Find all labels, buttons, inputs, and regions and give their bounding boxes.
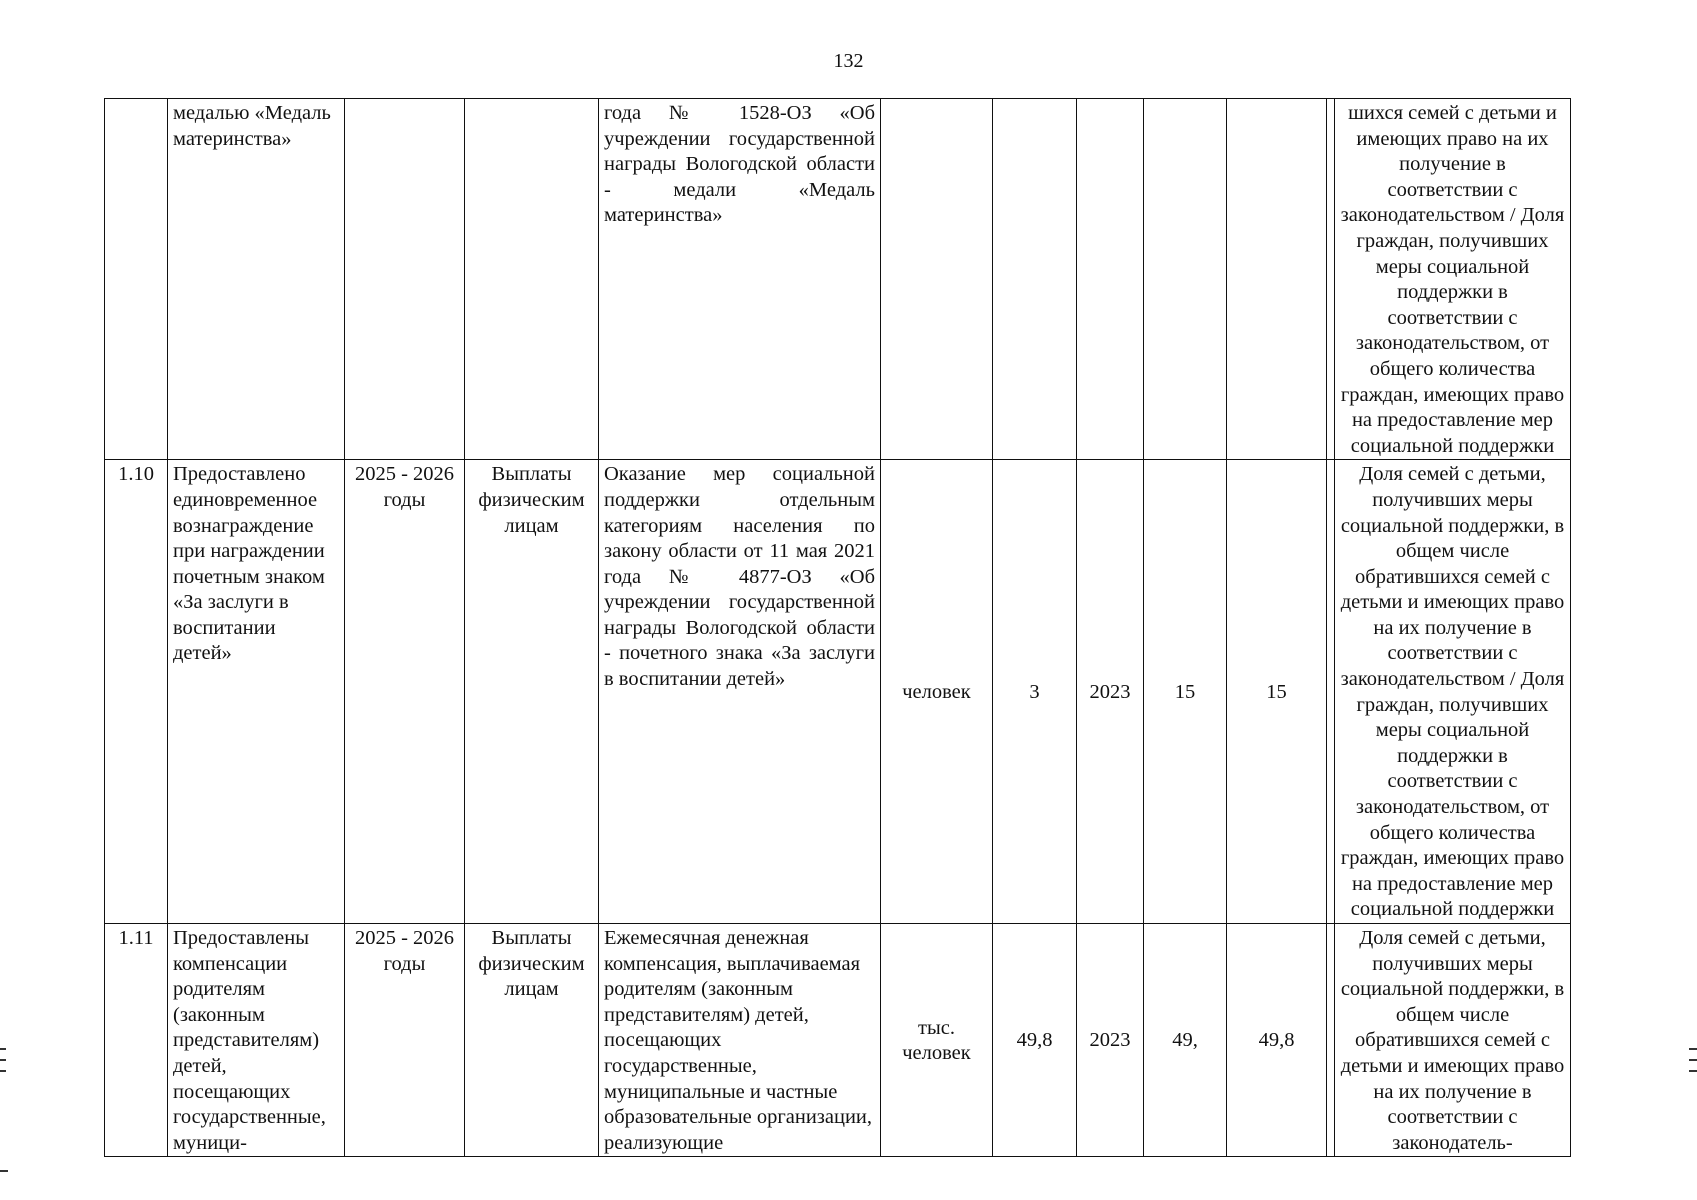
base-year-cell: 2023: [1077, 924, 1144, 1157]
indicator-cell: Доля семей с детьми, получивших меры социальной поддержки, в общем числе обратившихся семей с детьми и имеющих право на их получение в соответствии с законодательством / Доля граждан, получивших меры социальной поддержки в соответствии с законодательством, от общего количества граждан, имеющих право на предоставление мер социальной поддержки: [1335, 460, 1571, 924]
unit-cell: тыс. человек: [881, 924, 993, 1157]
basis-cell: года № 1528-ОЗ «Об учреждении государственной награды Вологодской области - медали «Медаль материнства»: [599, 99, 881, 460]
indicator-cell: шихся семей с детьми и имеющих право на их получение в соответствии с законодательством / Доля граждан, получивших меры социальной поддержки в соответствии с законодательством, от общего количества граждан, имеющих право на предоставление мер социальной поддержки: [1335, 99, 1571, 460]
spacer-cell: [1327, 924, 1335, 1157]
value-2026-cell: [1227, 99, 1327, 460]
base-value-cell: [993, 99, 1077, 460]
base-year-cell: [1077, 99, 1144, 460]
scan-edge-dash: [0, 1170, 8, 1172]
result-name-cell: медалью «Медаль материнства»: [168, 99, 345, 460]
row-number-cell: [105, 99, 168, 460]
value-2026-cell: 49,8: [1227, 924, 1327, 1157]
type-cell: [465, 99, 599, 460]
period-cell: [345, 99, 465, 460]
result-name-cell: Предоставлено единовременное вознаграждение при награждении почетным знаком «За заслуги в воспитании детей»: [168, 460, 345, 924]
unit-cell: [881, 99, 993, 460]
table-row: [105, 99, 1571, 460]
period-cell: 2025 - 2026 годы: [345, 460, 465, 924]
scan-edge-marks: [0, 1048, 6, 1081]
scan-edge-marks: [1689, 1048, 1697, 1081]
base-year-cell: 2023: [1077, 460, 1144, 924]
value-2025-cell: [1144, 99, 1227, 460]
page-number: 132: [833, 50, 864, 72]
basis-cell: Оказание мер социальной поддержки отдельным категориям населения по закону области от 11 мая 2021 года № 4877-ОЗ «Об учреждении государственной награды Вологодской области - почетного знака «За заслуги в воспитании детей»: [599, 460, 881, 924]
table-row: [105, 460, 1571, 924]
value-2025-cell: 49,: [1144, 924, 1227, 1157]
row-number-cell: 1.10: [105, 460, 168, 924]
period-cell: 2025 - 2026 годы: [345, 924, 465, 1157]
result-name-cell: Предоставлены компенсации родителям (законным представителям) детей, посещающих государственные, муници-: [168, 924, 345, 1157]
table-row: [105, 924, 1571, 1157]
measures-table: [104, 98, 1571, 1157]
spacer-cell: [1327, 99, 1335, 460]
type-cell: Выплаты физическим лицам: [465, 460, 599, 924]
basis-cell: Ежемесячная денежная компенсация, выплачиваемая родителям (законным представителям) детей, посещающих государственные, муниципальные и частные образовательные организации, реализующие: [599, 924, 881, 1157]
type-cell: Выплаты физическим лицам: [465, 924, 599, 1157]
value-2026-cell: 15: [1227, 460, 1327, 924]
base-value-cell: 3: [993, 460, 1077, 924]
value-2025-cell: 15: [1144, 460, 1227, 924]
unit-cell: человек: [881, 460, 993, 924]
spacer-cell: [1327, 460, 1335, 924]
indicator-cell: Доля семей с детьми, получивших меры социальной поддержки, в общем числе обратившихся семей с детьми и имеющих право на их получение в соответствии с законодатель-: [1335, 924, 1571, 1157]
row-number-cell: 1.11: [105, 924, 168, 1157]
base-value-cell: 49,8: [993, 924, 1077, 1157]
